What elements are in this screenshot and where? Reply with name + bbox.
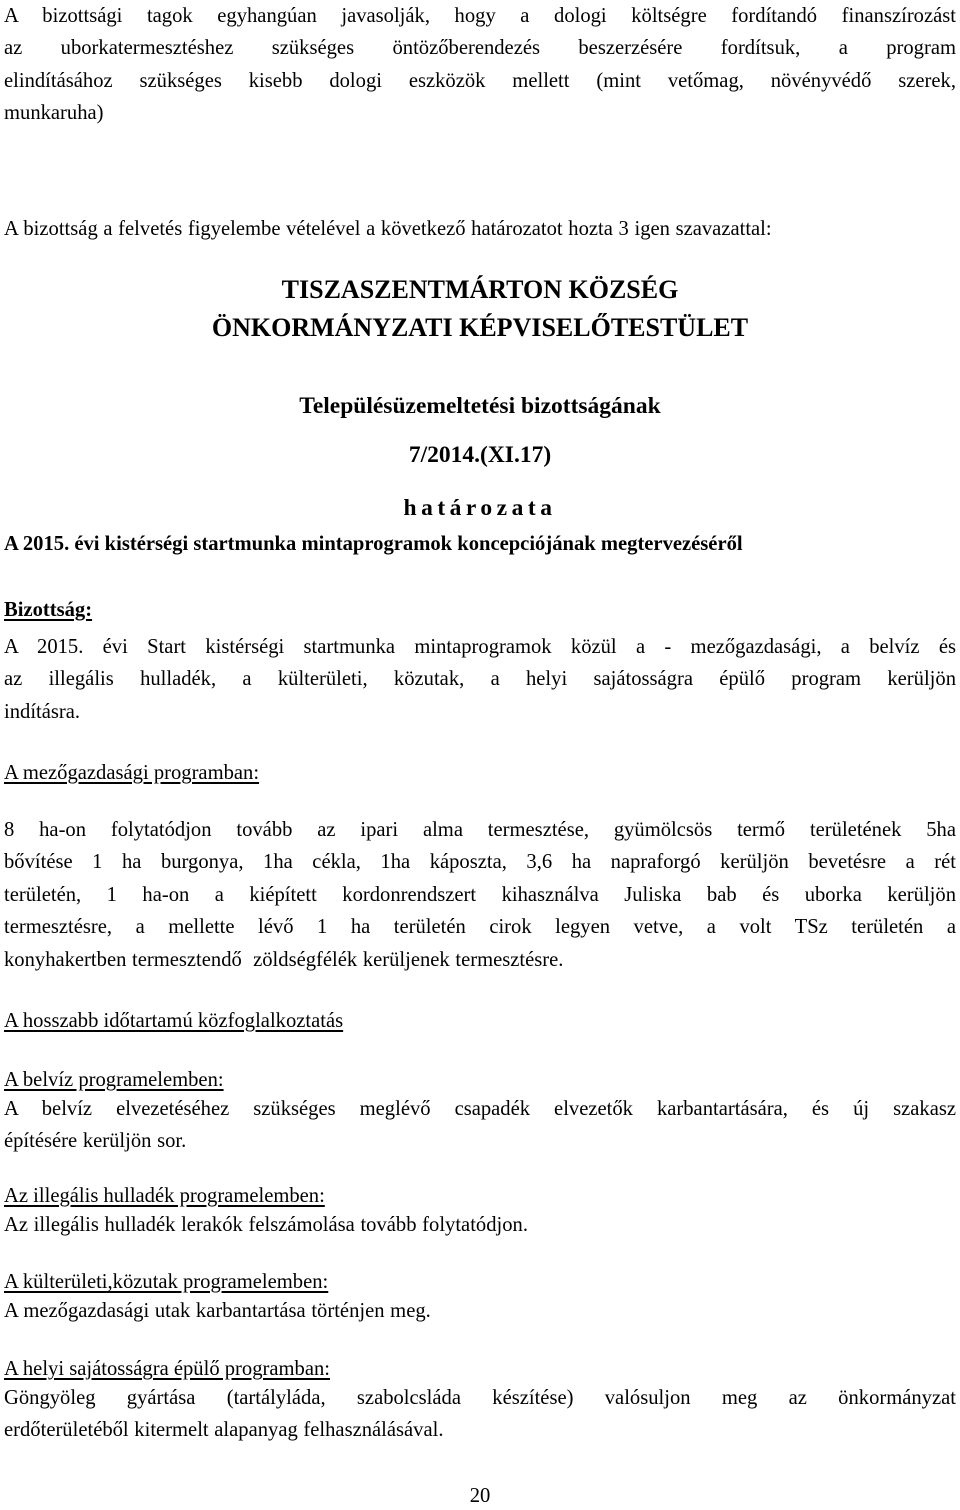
committee-line: az illegális hulladék, a külterületi, közutak, a helyi sajátosságra épülő program kerüljön — [4, 668, 956, 691]
page-number: 20 — [469, 1485, 491, 1507]
committee-text — [4, 631, 956, 728]
agri-line: termesztésre, a mellette lévő 1 ha területén cirok legyen vetve, a volt TSz területén a — [4, 916, 956, 939]
vote-statement: A bizottság a felvetés figyelembe vételével a következő határozatot hozta 3 igen szavazattal: — [4, 218, 772, 240]
committee-label: Bizottság: — [4, 599, 93, 621]
document-page — [4, 0, 956, 1509]
local-heading: A helyi sajátosságra épülő programban: — [4, 1358, 330, 1380]
illegal-heading: Az illegális hulladék programelemben: — [4, 1185, 325, 1207]
intro-paragraph — [4, 0, 956, 130]
agri-text — [4, 814, 956, 976]
inland-line: A belvíz elvezetéséhez szükséges meglévő csapadék elvezetők karbantartására, és új szakasz — [4, 1098, 956, 1120]
local-line: Göngyöleg gyártása (tartályláda, szabolcsláda készítése) valósuljon meg az önkormányzat — [4, 1387, 956, 1409]
local-line: erdőterületéből kitermelt alapanyag felhasználásával. — [4, 1419, 444, 1442]
intro-line: munkaruha) — [4, 102, 104, 125]
agri-line: 8 ha-on folytatódjon tovább az ipari alma termesztése, gyümölcsös termő területének 5ha — [4, 819, 956, 841]
illegal-text: Az illegális hulladék lerakók felszámolása tovább folytatódjon. — [4, 1214, 528, 1236]
committee-line: A 2015. évi Start kistérségi startmunka mintaprogramok közül a - mezőgazdasági, a belvíz és — [4, 636, 956, 658]
outer-heading: A külterületi,közutak programelemben: — [4, 1271, 329, 1293]
intro-line: az uborkatermesztéshez szükséges öntözőberendezés beszerzésére fordítsuk, a program — [4, 37, 956, 60]
outer-text: A mezőgazdasági utak karbantartása történjen meg. — [4, 1300, 431, 1322]
committee-name: Településüzemeltetési bizottságának — [299, 393, 661, 419]
agri-heading: A mezőgazdasági programban: — [4, 762, 260, 784]
inland-heading: A belvíz programelemben: — [4, 1069, 224, 1091]
resolution-number: 7/2014.(XI.17) — [408, 442, 552, 468]
agri-line: bővítése 1 ha burgonya, 1ha cékla, 1ha káposzta, 3,6 ha napraforgó kerüljön bevetésre a rét — [4, 851, 956, 874]
inland-text — [4, 1093, 956, 1158]
committee-line: indításra. — [4, 700, 81, 723]
inland-line: építésére kerüljön sor. — [4, 1130, 187, 1153]
resolution-subject: A 2015. évi kistérségi startmunka mintaprogramok koncepciójának megtervezéséről — [4, 533, 743, 555]
title-municipality: TISZASZENTMÁRTON KÖZSÉG — [281, 275, 679, 304]
intro-line: elindításához szükséges kisebb dologi eszközök mellett (mint vetőmag, növényvédő szerek, — [4, 69, 956, 92]
resolution-word: határozata — [403, 495, 557, 521]
local-text — [4, 1382, 956, 1447]
agri-line: területén, 1 ha-on a kiépített kordonrendszert kihasználva Juliska bab és uborka kerüljön — [4, 883, 956, 906]
title-council: ÖNKORMÁNYZATI KÉPVISELŐTESTÜLET — [211, 313, 749, 342]
intro-line: A bizottsági tagok egyhangúan javasolják, hogy a dologi költségre fordítandó finanszírozást — [4, 5, 956, 27]
agri-line: konyhakertben termesztendő zöldségfélék kerüljenek termesztésre. — [4, 948, 564, 971]
long-term-heading: A hosszabb időtartamú közfoglalkoztatás — [4, 1010, 344, 1032]
